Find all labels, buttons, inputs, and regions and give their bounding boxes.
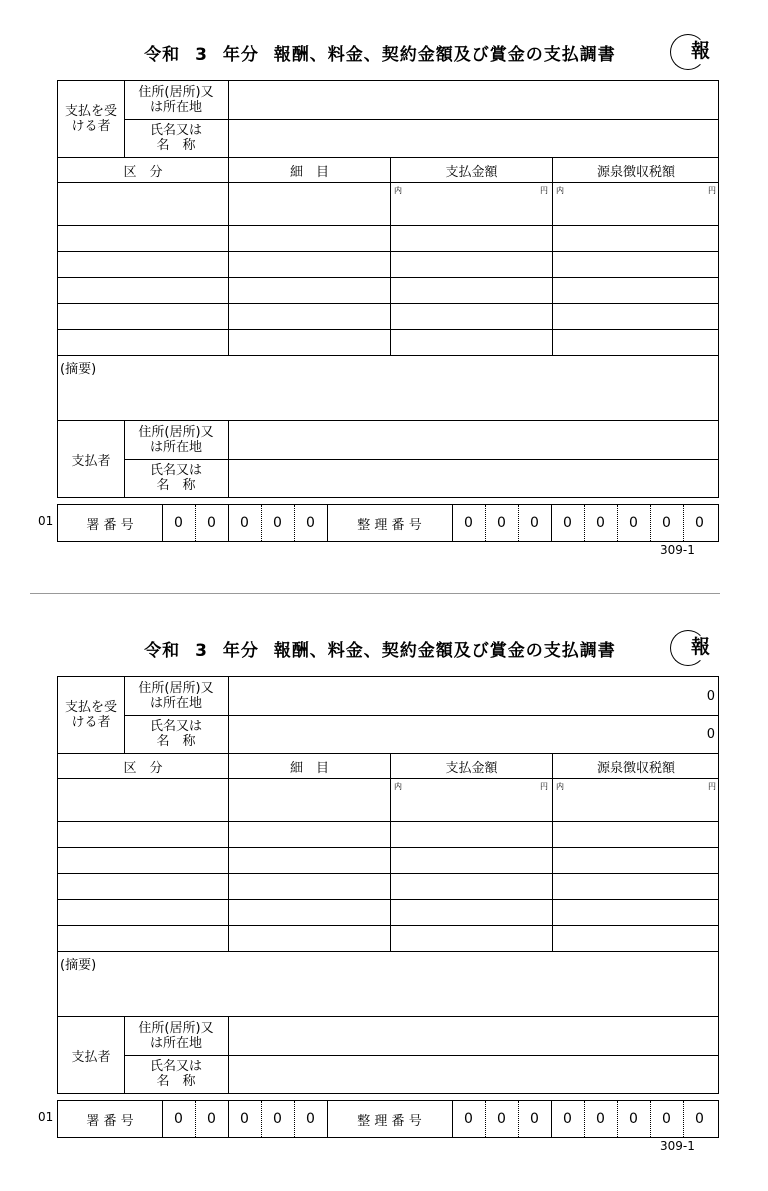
withholding-of-which-label: 内 [556, 782, 564, 791]
office-digit[interactable]: 0 [306, 1111, 315, 1127]
reference-digit[interactable]: 0 [596, 1111, 605, 1127]
payer-name-label: 氏名又は名 称 [149, 1059, 202, 1089]
record-table [57, 80, 719, 498]
office-digit[interactable]: 0 [207, 1111, 216, 1127]
payee-name-label: 氏名又は名 称 [149, 719, 202, 749]
reference-digit[interactable]: 0 [629, 1111, 638, 1127]
form-type-badge: 報 [670, 34, 710, 68]
reference-digit[interactable]: 0 [464, 1111, 473, 1127]
payee-address-label: 住所(居所)又は所在地 [138, 681, 214, 711]
payee-name-value: 0 [706, 727, 715, 742]
payment-yen-label: 円 [540, 782, 548, 791]
reference-digit[interactable]: 0 [563, 515, 572, 531]
reference-digit[interactable]: 0 [629, 515, 638, 531]
remarks-label: (摘要) [60, 958, 97, 973]
row-number: 01 [38, 1110, 54, 1124]
office-digit[interactable]: 0 [240, 515, 249, 531]
form-code: 309-1 [660, 543, 695, 557]
payee-address-field[interactable] [229, 677, 719, 715]
number-strip [57, 504, 719, 542]
reference-digit[interactable]: 0 [596, 515, 605, 531]
row-number: 01 [38, 514, 54, 528]
payer-address-field[interactable] [229, 421, 719, 459]
number-strip [57, 1100, 719, 1138]
payee-name-field[interactable] [229, 715, 719, 753]
payer-address-label: 住所(居所)又は所在地 [138, 425, 214, 455]
column-detail: 細 目 [289, 760, 329, 776]
office-digit[interactable]: 0 [273, 515, 282, 531]
reference-digit[interactable]: 0 [662, 515, 671, 531]
payer-label: 支払者 [71, 1049, 111, 1065]
withholding-of-which-label: 内 [556, 186, 564, 195]
badge-circle [670, 34, 706, 70]
payer-label: 支払者 [71, 453, 111, 469]
payer-name-label: 氏名又は名 称 [149, 463, 202, 493]
column-payment: 支払金額 [445, 760, 498, 776]
badge-circle [670, 630, 706, 666]
office-digit[interactable]: 0 [306, 515, 315, 531]
reference-number-label: 整 理 番 号 [357, 517, 422, 533]
remarks-field[interactable] [58, 356, 719, 420]
reference-digit[interactable]: 0 [530, 515, 539, 531]
column-category: 区 分 [123, 760, 163, 776]
payment-record-form-1 [0, 0, 768, 560]
payer-name-field[interactable] [229, 1055, 719, 1093]
payer-address-field[interactable] [229, 1017, 719, 1055]
reference-digit[interactable]: 0 [695, 515, 704, 531]
payee-address-value: 0 [706, 689, 715, 704]
office-digit[interactable]: 0 [273, 1111, 282, 1127]
payment-yen-label: 円 [540, 186, 548, 195]
reference-digit[interactable]: 0 [497, 515, 506, 531]
payment-of-which-label: 内 [394, 782, 402, 791]
office-number-label: 署 番 号 [86, 1113, 134, 1129]
remarks-field[interactable] [58, 952, 719, 1016]
sheet-divider [30, 593, 720, 594]
payee-name-label: 氏名又は名 称 [149, 123, 202, 153]
reference-digit[interactable]: 0 [695, 1111, 704, 1127]
payment-record-form-2 [0, 596, 768, 1156]
office-digit[interactable]: 0 [174, 515, 183, 531]
payee-address-label: 住所(居所)又は所在地 [138, 85, 214, 115]
reference-digit[interactable]: 0 [662, 1111, 671, 1127]
reference-digit[interactable]: 0 [563, 1111, 572, 1127]
payee-address-field[interactable] [229, 81, 719, 119]
payee-label: 支払を受ける者 [64, 104, 117, 134]
payment-of-which-label: 内 [394, 186, 402, 195]
column-detail: 細 目 [289, 164, 329, 180]
column-payment: 支払金額 [445, 164, 498, 180]
payer-name-field[interactable] [229, 459, 719, 497]
office-digit[interactable]: 0 [174, 1111, 183, 1127]
reference-digit[interactable]: 0 [497, 1111, 506, 1127]
record-table [57, 676, 719, 1094]
payee-label: 支払を受ける者 [64, 700, 117, 730]
form-title: 令和 3 年分 報酬、料金、契約金額及び賞金の支払調書 [144, 641, 616, 661]
payer-address-label: 住所(居所)又は所在地 [138, 1021, 214, 1051]
form-code: 309-1 [660, 1139, 695, 1153]
form-type-badge: 報 [670, 630, 710, 664]
column-withholding: 源泉徴収税額 [596, 164, 675, 180]
column-category: 区 分 [123, 164, 163, 180]
office-digit[interactable]: 0 [240, 1111, 249, 1127]
reference-digit[interactable]: 0 [530, 1111, 539, 1127]
form-title: 令和 3 年分 報酬、料金、契約金額及び賞金の支払調書 [144, 45, 616, 65]
office-number-label: 署 番 号 [86, 517, 134, 533]
withholding-yen-label: 円 [708, 186, 716, 195]
reference-number-label: 整 理 番 号 [357, 1113, 422, 1129]
office-digit[interactable]: 0 [207, 515, 216, 531]
column-withholding: 源泉徴収税額 [596, 760, 675, 776]
payee-name-field[interactable] [229, 119, 719, 157]
remarks-label: (摘要) [60, 362, 97, 377]
withholding-yen-label: 円 [708, 782, 716, 791]
reference-digit[interactable]: 0 [464, 515, 473, 531]
